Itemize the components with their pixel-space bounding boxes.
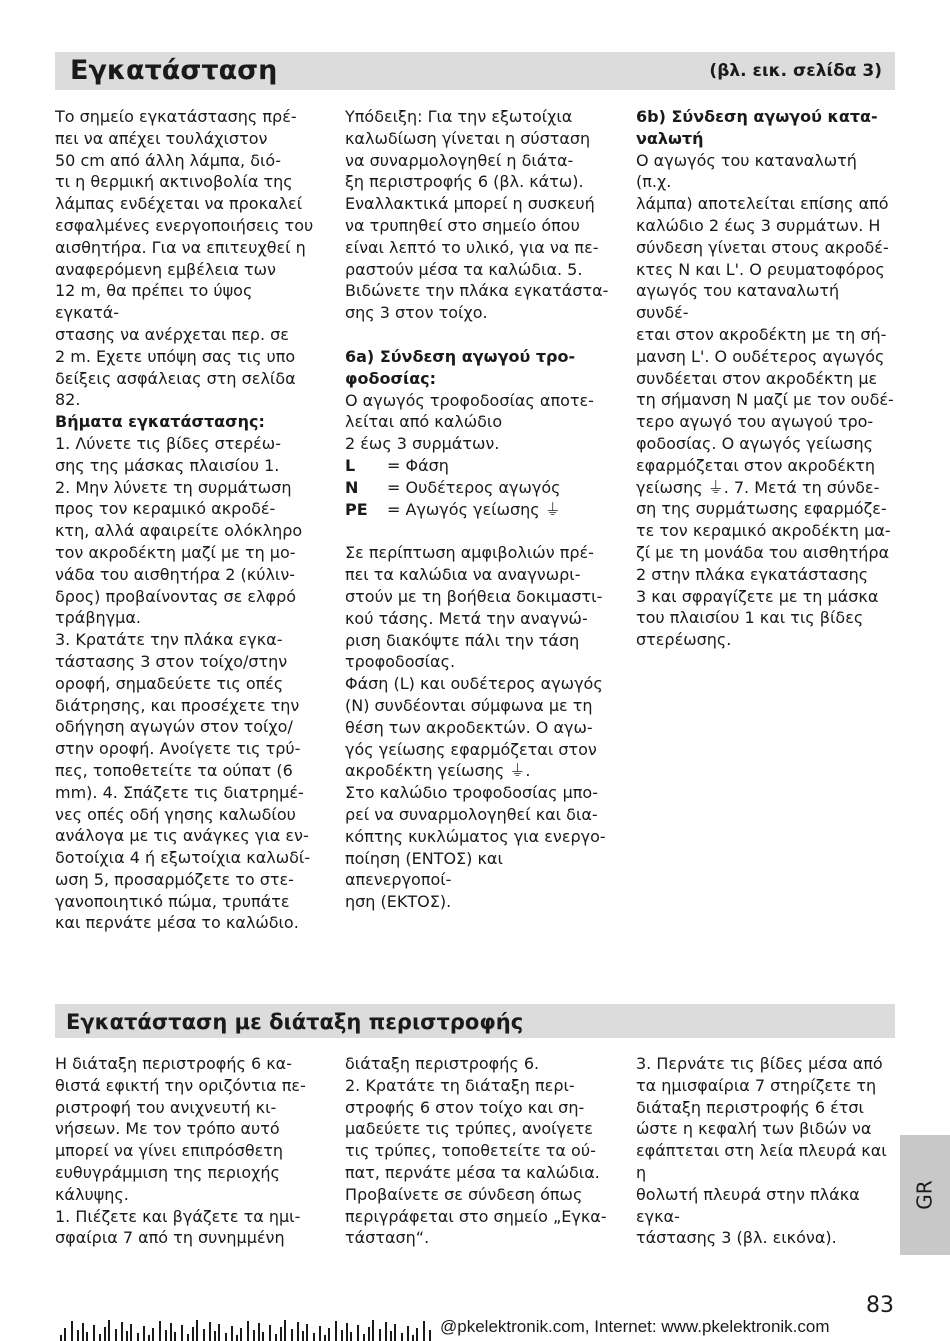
text-line: 2 έως 3 συρμάτων. (345, 434, 500, 454)
glyph-fragment (209, 1322, 211, 1341)
glyph-fragment (368, 1327, 370, 1341)
glyph-fragment (93, 1325, 95, 1341)
text-line: διάταξη περιστροφής 6 έτσι (636, 1097, 864, 1117)
glyph-fragment (170, 1323, 172, 1341)
glyph-fragment (77, 1330, 79, 1341)
glyph-fragment (372, 1320, 374, 1341)
section2-column-2 (345, 1053, 610, 1249)
text-line: νήσεων. Με τον τρόπο αυτό (55, 1119, 280, 1139)
glyph-fragment (64, 1328, 66, 1341)
text-line: κτες N και L'. Ο ρευματοφόρος (636, 259, 885, 279)
text-line: συνδέεται στον ακροδέκτη με (636, 368, 878, 388)
text-line: δείξεις ασφάλειας στη σελίδα 82. (55, 368, 296, 410)
text-line: ακροδέκτη γείωσης ⏚. (345, 761, 531, 781)
glyph-fragment (350, 1332, 352, 1341)
text-line: Βήματα εγκατάστασης: (55, 412, 265, 432)
text-line: τερο αγωγό του αγωγού τρο- (636, 412, 874, 432)
text-line: αισθητήρα. Για να επιτευχθεί η (55, 237, 306, 257)
figure-reference: (βλ. εικ. σελίδα 3) (709, 61, 882, 81)
glyph-fragment (104, 1327, 106, 1341)
text-line: ζί με τη μονάδα του αισθητήρα (636, 542, 890, 562)
text-line: λάμπα) αποτελείται επίσης από (636, 194, 889, 214)
glyph-fragment (236, 1335, 238, 1341)
text-line: τον ακροδέκτη μαζί με τη μο- (55, 542, 296, 562)
glyph-fragment (71, 1321, 73, 1341)
text-line: αναφερόμενη εμβέλεια των (55, 259, 276, 279)
text-line: σύνδεση γίνεται στους ακροδέ- (636, 237, 889, 257)
text-line: τη σήμανση N μαζί με τον ουδέ- (636, 390, 894, 410)
section2-column-1 (55, 1053, 317, 1249)
glyph-fragment (99, 1334, 101, 1341)
glyph-fragment (148, 1335, 150, 1341)
glyph-fragment (363, 1334, 365, 1341)
text-line: να τρυπηθεί στο σημείο όπου (345, 215, 580, 235)
text-line: νάδα του αισθητήρα 2 (κύλιν- (55, 564, 296, 584)
text-line: περιγράφεται στο σημείο „Εγκα- (345, 1206, 607, 1226)
glyph-fragment (225, 1333, 227, 1341)
wire-code: L (345, 455, 356, 475)
column-2 (345, 106, 610, 913)
glyph-fragment (357, 1325, 359, 1341)
wire-list (345, 455, 610, 520)
text-line: λάμπας ενδέχεται να προκαλεί (55, 194, 303, 214)
text-line: Το σημείο εγκατάστασης πρέ- (55, 107, 297, 126)
text-line: φοδοσίας. Ο αγωγός γείωσης (636, 433, 874, 453)
hint-block (345, 106, 610, 324)
text-line: τε τον κεραμικό ακροδέκτη μα- (636, 521, 891, 541)
section2-column-3 (636, 1053, 896, 1249)
text-line: Η διάταξη περιστροφής 6 κα- (55, 1054, 292, 1073)
glyph-fragment (115, 1329, 117, 1341)
section-title: Εγκατάσταση με διάταξη περιστροφής (66, 1010, 524, 1034)
text-line: σης 3 στον τοίχο. (345, 303, 488, 323)
glyph-fragment (390, 1331, 392, 1341)
text-line: πει τα καλώδια να αναγνωρι- (345, 565, 581, 585)
wire-row (345, 455, 610, 477)
glyph-fragment (262, 1332, 264, 1341)
glyph-fragment (335, 1321, 337, 1341)
glyph-fragment (86, 1332, 88, 1341)
text-line: θολωτή πλευρά στην πλάκα εγκα- (636, 1184, 860, 1226)
text-line: πατ, περνάτε μέσα τα καλώδια. (345, 1162, 600, 1182)
text-line: ρεί να συναρμολογηθεί και δια- (345, 804, 598, 824)
text-line: ριση διακόψτε πάλι την τάση (345, 630, 580, 650)
glyph-fragment (82, 1323, 84, 1341)
glyph-fragment (60, 1335, 62, 1341)
text-line: 2 m. Εχετε υπόψη σας τις υπο (55, 346, 296, 366)
glyph-fragment (328, 1328, 330, 1341)
text-line: δρος) προβαίνοντας σε ελφρό (55, 586, 297, 606)
text-line: λείται από καλώδιο (345, 412, 503, 432)
glyph-fragment (152, 1328, 154, 1341)
text-line: φοδοσίας: (345, 368, 437, 388)
text-line: ευθυγράμμιση της περιοχής (55, 1162, 280, 1182)
glyph-fragment (412, 1335, 414, 1341)
text-line: τροφοδοσίας. (345, 652, 456, 672)
supply-connection-block (345, 346, 610, 455)
text-line: μπορεί να γίνει επιπρόσθετη (55, 1141, 284, 1161)
text-line: στερέωσης. (636, 630, 732, 650)
language-tab-label: GR (913, 1180, 937, 1210)
text-line: τάσταση“. (345, 1228, 430, 1248)
text-line: ση της συρμάτωσης εφαρμόζε- (636, 499, 887, 519)
glyph-fragment (291, 1329, 293, 1341)
language-tab (900, 1135, 950, 1255)
wire-meaning: = Αγωγός γείωσης ⏚ (387, 499, 561, 519)
text-line: είναι λεπτό το υλικό, για να πε- (345, 237, 599, 257)
glyph-fragment (401, 1333, 403, 1341)
wire-row (345, 499, 610, 521)
glyph-fragment (240, 1328, 242, 1341)
text-line: προς τον κεραμικό ακροδέ- (55, 499, 276, 519)
text-line: ώστε η κεφαλή των βιδών να (636, 1119, 872, 1139)
text-line: καλώδιο 2 έως 3 συρμάτων. Η (636, 215, 881, 235)
text-line: Βιδώνετε την πλάκα εγκατάστα- (345, 281, 609, 301)
wire-meaning: = Ουδέτερος αγωγός (387, 477, 561, 497)
glyph-fragment (126, 1331, 128, 1341)
text-line: οδήγηση αγωγών στον τοίχο/ (55, 717, 293, 737)
supply-notes-block (345, 542, 610, 913)
column-1 (55, 106, 317, 934)
glyph-fragment (324, 1335, 326, 1341)
text-line: να συναρμολογηθεί η διάτα- (345, 150, 574, 170)
text-line: ωση 5, προσαρμόζετε το στε- (55, 869, 294, 889)
glyph-fragment (165, 1330, 167, 1341)
text-line: τράβηγμα. (55, 608, 141, 628)
cropped-footer-text (58, 1318, 438, 1341)
text-line: κόπτης κυκλώματος για ενεργο- (345, 826, 606, 846)
text-line: σης της μάσκας πλαισίου 1. (55, 455, 280, 475)
glyph-fragment (429, 1330, 431, 1341)
glyph-fragment (108, 1320, 110, 1341)
text-line: στασης να ανέρχεται περ. σε (55, 324, 289, 344)
text-line: ριστροφή του ανιχνευτή κι- (55, 1097, 277, 1117)
text-line: (N) συνδέονται σύμφωνα με τη (345, 695, 593, 715)
text-line: ναλωτή (636, 128, 704, 148)
text-line: και περνάτε μέσα το καλώδιο. (55, 913, 299, 933)
footer-contact: @pkelektronik.com, Internet: www.pkelektronik.com (440, 1317, 830, 1336)
text-line: τις τρύπες, τοποθετείτε τα ού- (345, 1141, 596, 1161)
text-line: Ο αγωγός του καταναλωτή (π.χ. (636, 150, 857, 192)
wire-code: N (345, 477, 359, 497)
glyph-fragment (297, 1322, 299, 1341)
text-line: Σε περίπτωση αμφιβολιών πρέ- (345, 543, 594, 563)
text-line: 3 και σφραγίζετε με τη μάσκα (636, 586, 879, 606)
glyph-fragment (203, 1329, 205, 1341)
glyph-fragment (181, 1325, 183, 1341)
page-number: 83 (866, 1293, 894, 1318)
glyph-fragment (407, 1326, 409, 1341)
glyph-fragment (313, 1333, 315, 1341)
glyph-fragment (385, 1322, 387, 1341)
text-line: κού τάσης. Μετά την αναγνώ- (345, 608, 588, 628)
glyph-fragment (159, 1321, 161, 1341)
glyph-fragment (416, 1328, 418, 1341)
wire-code: PE (345, 499, 368, 519)
text-line: Προβαίνετε σε σύνδεση όπως (345, 1184, 583, 1204)
text-line: 1. Πιέζετε και βγάζετε τα ημι- (55, 1206, 301, 1226)
text-line: mm). 4. Σπάζετε τις διατρημέ- (55, 782, 304, 802)
text-line: τι η θερμική ακτινοβολία της (55, 172, 293, 192)
text-line: πες, τοποθετείτε τα ούπατ (6 (55, 760, 293, 780)
text-line: 6a) Σύνδεση αγωγού τρο- (345, 346, 576, 366)
glyph-fragment (379, 1329, 381, 1341)
text-line: εσφαλμένες ενεργοποιήσεις του (55, 215, 314, 235)
glyph-fragment (143, 1326, 145, 1341)
text-line: ηση (ΕΚΤΟΣ). (345, 892, 452, 912)
glyph-fragment (121, 1322, 123, 1341)
column-3 (636, 106, 896, 651)
text-line: γανοποιητικό πώμα, τρυπάτε (55, 891, 290, 911)
text-line: 1. Λύνετε τις βίδες στερέω- (55, 433, 281, 453)
glyph-fragment (174, 1332, 176, 1341)
glyph-fragment (187, 1334, 189, 1341)
glyph-fragment (269, 1325, 271, 1341)
glyph-fragment (346, 1323, 348, 1341)
glyph-fragment (302, 1331, 304, 1341)
text-line: νες οπές οδή γησης καλωδίου (55, 804, 296, 824)
text-line: τάστασης 3 στον τοίχο/στην (55, 651, 288, 671)
text-line: διάταξη περιστροφής 6. (345, 1054, 540, 1073)
text-line: στροφής 6 στον τοίχο και ση- (345, 1097, 585, 1117)
text-line: γός γείωσης εφαρμόζεται στον (345, 739, 597, 759)
text-line: στην οροφή. Ανοίγετε τις τρύ- (55, 739, 301, 759)
glyph-fragment (284, 1320, 286, 1341)
glyph-fragment (247, 1321, 249, 1341)
text-line: πει να απέχει τουλάχιστον (55, 128, 268, 148)
text-line: οροφή, σημαδεύετε τις οπές (55, 673, 284, 693)
text-line: θιστά εφικτή την οριζόντια πε- (55, 1075, 306, 1095)
text-line: 6b) Σύνδεση αγωγού κατα- (636, 107, 878, 126)
text-line: μαδεύετε τις τρύπες, ανοίγετε (345, 1119, 593, 1139)
glyph-fragment (341, 1330, 343, 1341)
text-line: ξη περιστροφής 6 (βλ. κάτω). (345, 172, 584, 192)
wire-meaning: = Φάση (387, 455, 449, 475)
glyph-fragment (218, 1324, 220, 1341)
text-line: εφάπτεται στη λεία πλευρά και η (636, 1141, 887, 1182)
glyph-fragment (214, 1331, 216, 1341)
text-line: στούν με τη βοήθεια δοκιμαστι- (345, 586, 603, 606)
glyph-fragment (258, 1323, 260, 1341)
text-line: ανάλογα με τις ανάγκες για εν- (55, 826, 309, 846)
page-title: Εγκατάσταση (70, 55, 278, 86)
text-line: ραστούν μέσα τα καλώδια. 5. (345, 259, 583, 279)
glyph-fragment (196, 1320, 198, 1341)
text-line: 12 m, θα πρέπει το ύψος εγκατά- (55, 281, 253, 323)
text-line: εται στον ακροδέκτη με τη σή- (636, 324, 887, 344)
text-line: ποίηση (ΕΝΤΟΣ) και απενεργοποί- (345, 848, 503, 890)
text-line: διάτρησης, και προσέχετε την (55, 695, 300, 715)
glyph-fragment (192, 1327, 194, 1341)
text-line: θέση των ακροδεκτών. Ο αγω- (345, 717, 593, 737)
text-line: 2 στην πλάκα εγκατάστασης (636, 564, 869, 584)
text-line: Φάση (L) και ουδέτερος αγωγός (345, 674, 603, 694)
glyph-fragment (137, 1333, 139, 1341)
wire-row (345, 477, 610, 499)
text-line: δοτοίχια 4 ή εξωτοίχια καλωδί- (55, 848, 311, 868)
text-line: 50 cm από άλλη λάμπα, διό- (55, 150, 281, 170)
glyph-fragment (319, 1326, 321, 1341)
glyph-fragment (423, 1321, 425, 1341)
text-line: 2. Μην λύνετε τη συρμάτωση (55, 477, 292, 497)
text-line: 3. Περνάτε τις βίδες μέσα από (636, 1054, 883, 1073)
text-line: Εναλλακτικά μπορεί η συσκευή (345, 194, 595, 214)
text-line: καλωδίωση γίνεται η σύσταση (345, 128, 591, 148)
glyph-fragment (275, 1334, 277, 1341)
glyph-fragment (231, 1326, 233, 1341)
glyph-fragment (130, 1324, 132, 1341)
text-line: 3. Κρατάτε την πλάκα εγκα- (55, 630, 283, 650)
text-line: τα ημισφαίρια 7 στηρίζετε τη (636, 1075, 877, 1095)
text-line: 2. Κρατάτε τη διάταξη περι- (345, 1075, 575, 1095)
glyph-fragment (394, 1324, 396, 1341)
text-line: μανση L'. Ο ουδέτερος αγωγός (636, 346, 885, 366)
glyph-fragment (253, 1330, 255, 1341)
text-line: Υπόδειξη: Για την εξωτοίχια (345, 107, 573, 126)
text-line: σφαίρια 7 από τη συνημμένη (55, 1228, 285, 1248)
text-line: Στο καλώδιο τροφοδοσίας μπο- (345, 783, 598, 803)
text-line: εφαρμόζεται στον ακροδέκτη (636, 455, 876, 475)
text-line: κτη, αλλά αφαιρείτε ολόκληρο (55, 521, 303, 541)
text-line: γείωσης ⏚. 7. Μετά τη σύνδε- (636, 477, 880, 497)
text-line: τάστασης 3 (βλ. εικόνα). (636, 1228, 837, 1248)
text-line: του πλαισίου 1 και τις βίδες (636, 608, 864, 628)
glyph-fragment (306, 1324, 308, 1341)
text-line: Ο αγωγός τροφοδοσίας αποτε- (345, 390, 594, 410)
glyph-fragment (280, 1327, 282, 1341)
text-line: κάλυψης. (55, 1184, 129, 1204)
text-line: αγωγός του καταναλωτή συνδέ- (636, 281, 840, 323)
